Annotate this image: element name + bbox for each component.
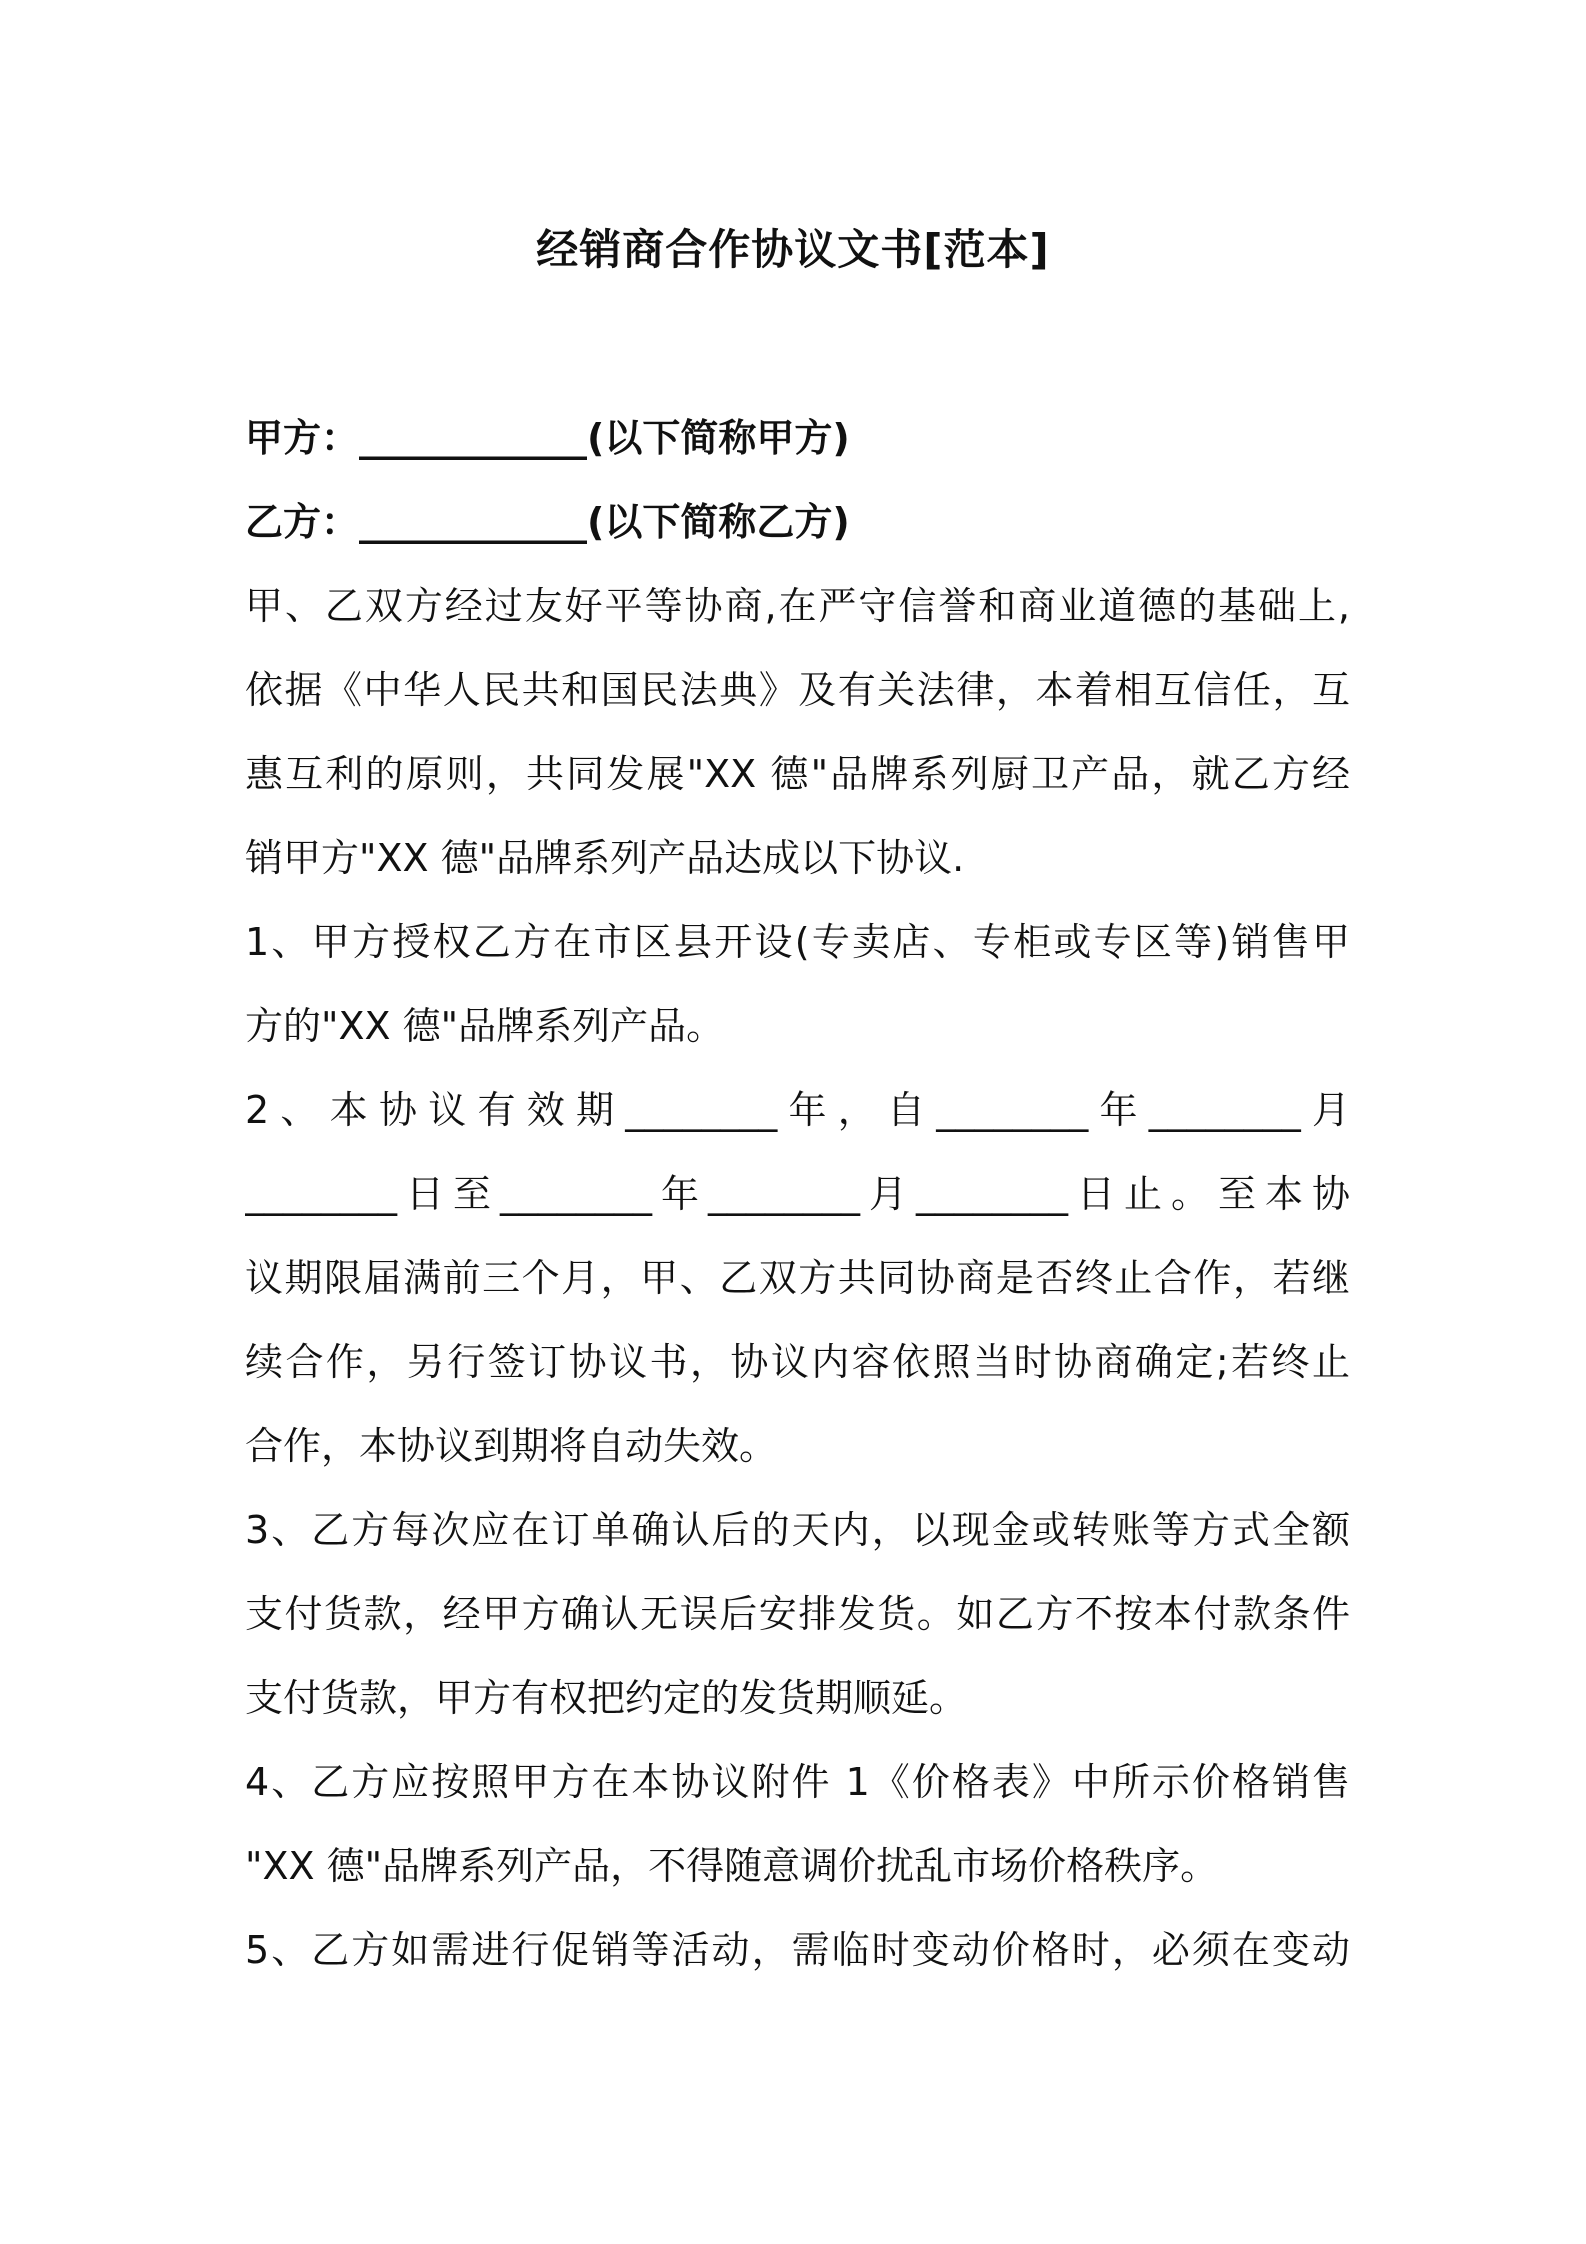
body-line: 惠互利的原则，共同发展"XX 德"品牌系列厨卫产品，就乙方经 bbox=[245, 752, 1350, 796]
body-line: 2、本协议有效期________年，自________年________月 bbox=[245, 1088, 1350, 1132]
body-line: 5、乙方如需进行促销等活动，需临时变动价格时，必须在变动 bbox=[245, 1928, 1350, 1972]
body-line: 合作，本协议到期将自动失效。 bbox=[245, 1424, 778, 1468]
party-a-line: 甲方：____________(以下简称甲方) bbox=[245, 416, 850, 460]
body-line: 4、乙方应按照甲方在本协议附件 1《价格表》中所示价格销售 bbox=[245, 1760, 1350, 1804]
body-line: 1、甲方授权乙方在市区县开设(专卖店、专柜或专区等)销售甲 bbox=[245, 920, 1350, 964]
body-line: 支付货款，经甲方确认无误后安排发货。如乙方不按本付款条件 bbox=[245, 1592, 1350, 1636]
body-line: ________日至________年________月________日止。至本协 bbox=[245, 1172, 1350, 1216]
body-line: 续合作，另行签订协议书，协议内容依照当时协商确定;若终止 bbox=[245, 1340, 1350, 1384]
body-line: 3、乙方每次应在订单确认后的天内，以现金或转账等方式全额 bbox=[245, 1508, 1350, 1552]
body-line: 支付货款，甲方有权把约定的发货期顺延。 bbox=[245, 1676, 968, 1720]
body-line: 甲、乙双方经过友好平等协商,在严守信誉和商业道德的基础上, bbox=[245, 584, 1350, 628]
party-b-line: 乙方：____________(以下简称乙方) bbox=[245, 500, 850, 544]
body-line: 议期限届满前三个月，甲、乙双方共同协商是否终止合作，若继 bbox=[245, 1256, 1350, 1300]
body-line: 销甲方"XX 德"品牌系列产品达成以下协议. bbox=[245, 836, 965, 880]
body-line: "XX 德"品牌系列产品，不得随意调价扰乱市场价格秩序。 bbox=[245, 1844, 1219, 1888]
body-line: 依据《中华人民共和国民法典》及有关法律，本着相互信任，互 bbox=[245, 668, 1350, 712]
document-title: 经销商合作协议文书[范本] bbox=[536, 225, 1050, 274]
body-line: 方的"XX 德"品牌系列产品。 bbox=[245, 1004, 725, 1048]
document-body bbox=[245, 396, 1350, 1992]
